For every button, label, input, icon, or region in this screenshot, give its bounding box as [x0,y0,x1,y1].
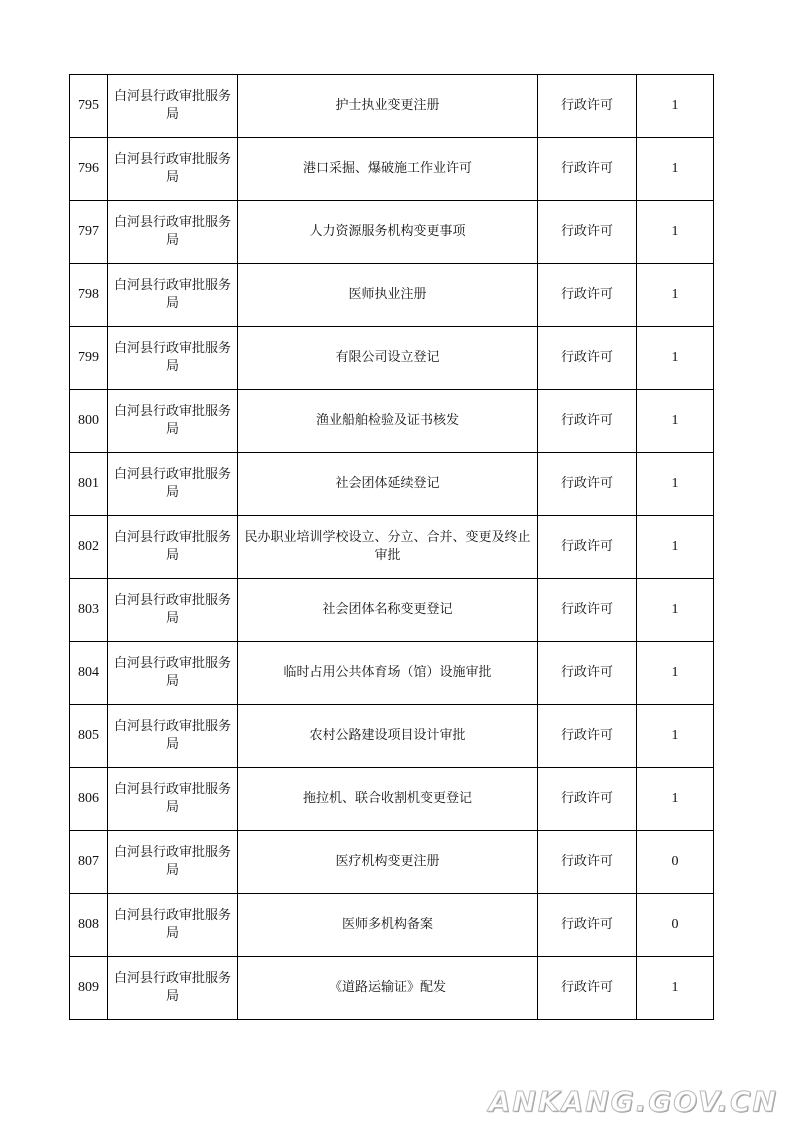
row-number-cell: 809 [70,957,108,1020]
row-number-cell: 796 [70,138,108,201]
department-cell: 白河县行政审批服务局 [108,957,238,1020]
item-type-cell: 行政许可 [538,957,637,1020]
item-type-cell: 行政许可 [538,264,637,327]
approval-item-cell: 医疗机构变更注册 [238,831,538,894]
row-number-cell: 806 [70,768,108,831]
item-type-cell: 行政许可 [538,579,637,642]
department-cell: 白河县行政审批服务局 [108,516,238,579]
department-cell: 白河县行政审批服务局 [108,327,238,390]
table-body [70,75,714,1020]
department-cell: 白河县行政审批服务局 [108,264,238,327]
item-type-cell: 行政许可 [538,768,637,831]
row-number-cell: 797 [70,201,108,264]
item-type-cell: 行政许可 [538,516,637,579]
approval-item-cell: 护士执业变更注册 [238,75,538,138]
table-row [70,201,714,264]
department-cell: 白河县行政审批服务局 [108,453,238,516]
approval-item-cell: 医师执业注册 [238,264,538,327]
department-cell: 白河县行政审批服务局 [108,642,238,705]
row-number-cell: 799 [70,327,108,390]
count-cell: 1 [637,516,714,579]
count-cell: 0 [637,831,714,894]
count-cell: 1 [637,264,714,327]
approval-item-cell: 医师多机构备案 [238,894,538,957]
item-type-cell: 行政许可 [538,390,637,453]
approval-item-cell: 人力资源服务机构变更事项 [238,201,538,264]
count-cell: 1 [637,705,714,768]
table-row [70,957,714,1020]
item-type-cell: 行政许可 [538,75,637,138]
table-row [70,831,714,894]
row-number-cell: 807 [70,831,108,894]
table-row [70,768,714,831]
count-cell: 1 [637,390,714,453]
table-row [70,390,714,453]
row-number-cell: 802 [70,516,108,579]
approval-item-cell: 《道路运输证》配发 [238,957,538,1020]
approval-item-cell: 拖拉机、联合收割机变更登记 [238,768,538,831]
table-row [70,264,714,327]
count-cell: 0 [637,894,714,957]
approval-item-cell: 农村公路建设项目设计审批 [238,705,538,768]
department-cell: 白河县行政审批服务局 [108,138,238,201]
item-type-cell: 行政许可 [538,201,637,264]
count-cell: 1 [637,642,714,705]
table-row [70,579,714,642]
department-cell: 白河县行政审批服务局 [108,390,238,453]
department-cell: 白河县行政审批服务局 [108,831,238,894]
row-number-cell: 800 [70,390,108,453]
count-cell: 1 [637,453,714,516]
count-cell: 1 [637,75,714,138]
table-row [70,894,714,957]
table-row [70,516,714,579]
table-row [70,453,714,516]
table-row [70,642,714,705]
department-cell: 白河县行政审批服务局 [108,705,238,768]
site-watermark: ANKANG.GOV.CN [488,1085,778,1118]
table-row [70,705,714,768]
approval-item-cell: 社会团体名称变更登记 [238,579,538,642]
row-number-cell: 808 [70,894,108,957]
approval-item-cell: 临时占用公共体育场（馆）设施审批 [238,642,538,705]
count-cell: 1 [637,327,714,390]
count-cell: 1 [637,957,714,1020]
item-type-cell: 行政许可 [538,642,637,705]
table-row [70,138,714,201]
table-row [70,75,714,138]
item-type-cell: 行政许可 [538,705,637,768]
approval-item-cell: 渔业船舶检验及证书核发 [238,390,538,453]
approval-item-cell: 港口采掘、爆破施工作业许可 [238,138,538,201]
department-cell: 白河县行政审批服务局 [108,768,238,831]
count-cell: 1 [637,579,714,642]
item-type-cell: 行政许可 [538,453,637,516]
approval-item-cell: 民办职业培训学校设立、分立、合并、变更及终止审批 [238,516,538,579]
approval-table [69,74,714,1020]
table-row [70,327,714,390]
item-type-cell: 行政许可 [538,894,637,957]
item-type-cell: 行政许可 [538,327,637,390]
row-number-cell: 801 [70,453,108,516]
department-cell: 白河县行政审批服务局 [108,894,238,957]
department-cell: 白河县行政审批服务局 [108,579,238,642]
row-number-cell: 795 [70,75,108,138]
department-cell: 白河县行政审批服务局 [108,75,238,138]
row-number-cell: 798 [70,264,108,327]
item-type-cell: 行政许可 [538,138,637,201]
item-type-cell: 行政许可 [538,831,637,894]
approval-item-cell: 社会团体延续登记 [238,453,538,516]
department-cell: 白河县行政审批服务局 [108,201,238,264]
count-cell: 1 [637,201,714,264]
row-number-cell: 805 [70,705,108,768]
row-number-cell: 803 [70,579,108,642]
count-cell: 1 [637,138,714,201]
row-number-cell: 804 [70,642,108,705]
count-cell: 1 [637,768,714,831]
approval-item-cell: 有限公司设立登记 [238,327,538,390]
